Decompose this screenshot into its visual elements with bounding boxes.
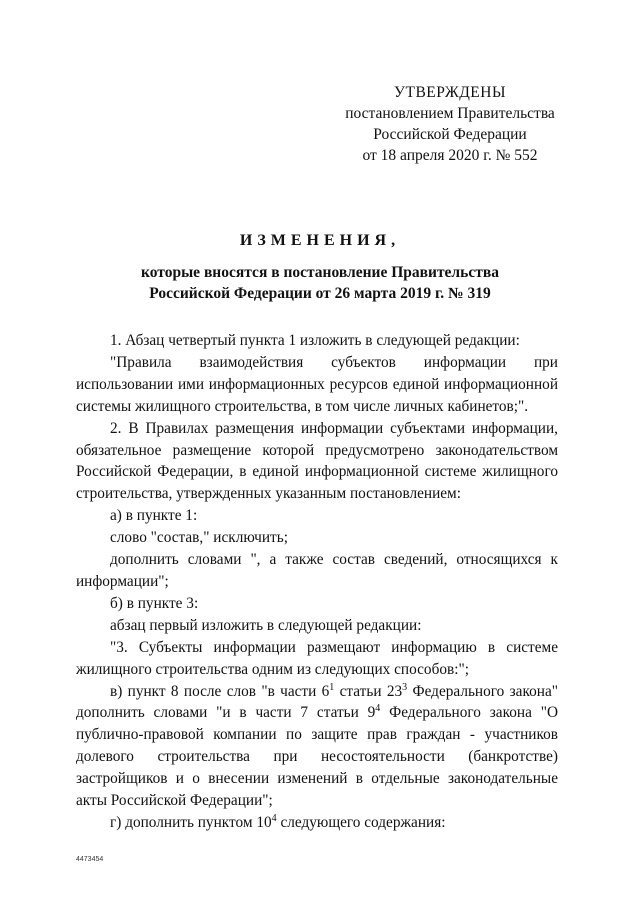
approval-line: постановлением Правительства xyxy=(345,105,555,122)
text-run: Федерального закона" дополнить словами "и в части 7 статьи 9 xyxy=(76,682,558,722)
approval-line: Российской Федерации xyxy=(373,126,527,143)
document-code: 4473454 xyxy=(76,856,104,863)
paragraph: 2. В Правилах размещения информации субъектами информации, обязательное размещение которой предусмотрено законодательством Российской Федерации, в единой информационной системе жилищного строительства, утвержденных указанным постановлением: xyxy=(76,419,558,503)
document-body xyxy=(76,330,558,834)
paragraph: "3. Субъекты информации размещают информацию в системе жилищного строительства одним из следующих способов:"; xyxy=(76,638,558,678)
paragraph: абзац первый изложить в следующей редакции: xyxy=(110,616,422,634)
paragraph: слово "состав," исключить; xyxy=(110,529,288,547)
paragraph: б) в пункте 3: xyxy=(110,594,199,612)
document-title-block xyxy=(60,232,580,304)
document-subtitle: которые вносятся в постановление Правительства xyxy=(141,264,499,281)
text-run: следующего содержания: xyxy=(276,813,446,831)
paragraph: "Правила взаимодействия субъектов информации при использовании ими информационных ресурсов единой информационной системы жилищного строительства, в том числе личных кабинетов;". xyxy=(76,353,558,415)
text-run: статьи 23 xyxy=(334,682,403,700)
paragraph: 1. Абзац четвертый пункта 1 изложить в следующей редакции: xyxy=(110,332,520,349)
paragraph: дополнить словами ", а также состав сведений, относящихся к информации"; xyxy=(76,551,558,590)
approval-date-number: от 18 апреля 2020 г. № 552 xyxy=(362,147,538,164)
document-subtitle: Российской Федерации от 26 марта 2019 г. № 319 xyxy=(149,285,491,302)
superscript: 4 xyxy=(271,812,277,824)
paragraph xyxy=(76,681,558,812)
superscript: 1 xyxy=(329,681,335,693)
superscript: 4 xyxy=(375,703,381,715)
superscript: 3 xyxy=(402,681,408,693)
approval-stamp xyxy=(330,82,570,166)
approval-heading: УТВЕРЖДЕНЫ xyxy=(394,84,506,101)
text-run: г) дополнить пунктом 10 xyxy=(110,813,272,831)
text-run: в) пункт 8 после слов "в части 6 xyxy=(110,682,330,700)
document-title: ИЗМЕНЕНИЯ, xyxy=(239,232,401,249)
paragraph xyxy=(76,812,558,834)
text-run: Федерального закона "О публично-правовой компании по защите прав граждан - участников долевого строительства при несостоятельности (банкротстве) застройщиков и о внесении изменений в отдельные законодательные акты Российской Федерации"; xyxy=(76,704,558,810)
paragraph: а) в пункте 1: xyxy=(110,507,198,525)
